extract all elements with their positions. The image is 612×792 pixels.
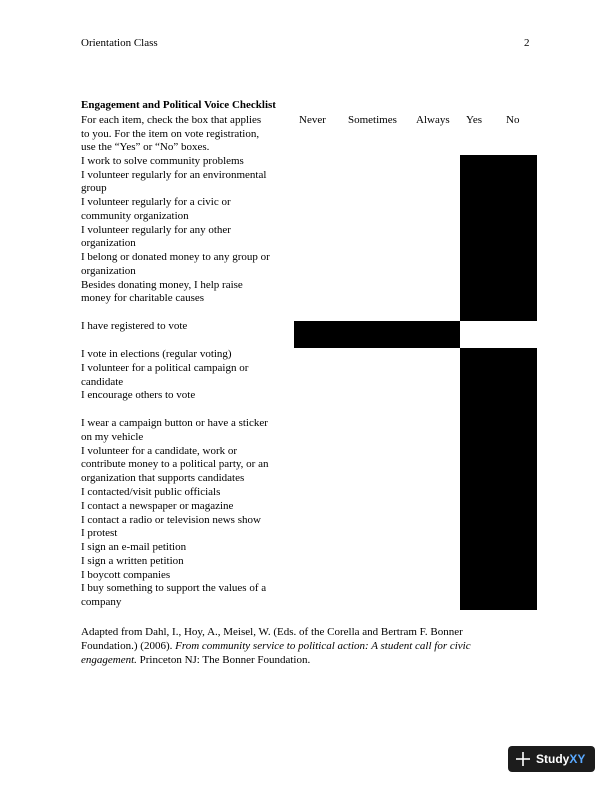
source-credit: Adapted from Dahl, I., Hoy, A., Meisel, W. (Eds. of the Corella and Bertram F. Bonner Foundation.) (2006). From community service to political action: A student call for civic engagement. Princeton NJ: The Bonner Foundation. (81, 626, 471, 666)
checklist-item: organization (81, 237, 136, 249)
checklist-item: I volunteer for a political campaign or (81, 362, 249, 374)
studyxy-badge[interactable] (508, 746, 595, 772)
checklist-item: I contact a newspaper or magazine (81, 500, 234, 512)
checklist-item: Besides donating money, I help raise (81, 279, 243, 291)
checklist-item: I volunteer regularly for an environmental (81, 169, 267, 181)
header-title: Orientation Class (81, 37, 158, 49)
checklist-item: I contacted/visit public officials (81, 486, 221, 498)
checklist-item: I volunteer for a candidate, work or (81, 445, 238, 457)
shaded-yes-no-block (460, 348, 537, 610)
checklist-item: I boycott companies (81, 569, 171, 581)
checklist-item: community organization (81, 210, 189, 222)
checklist-item: money for charitable causes (81, 292, 205, 304)
shaded-yes-no-block (460, 155, 537, 321)
checklist-item: I protest (81, 527, 118, 539)
checklist-item: company (81, 596, 122, 608)
checklist-item: I wear a campaign button or have a sticker (81, 417, 268, 429)
checklist-item: I volunteer regularly for any other (81, 224, 231, 236)
checklist-item: I contact a radio or television news show (81, 514, 261, 526)
shaded-frequency-block (294, 321, 460, 348)
column-always: Always (416, 114, 450, 126)
column-never: Never (299, 114, 326, 126)
plus-icon (514, 750, 532, 768)
checklist-item: I encourage others to vote (81, 389, 196, 401)
checklist-item: organization (81, 265, 136, 277)
checklist-item: I volunteer regularly for a civic or (81, 196, 231, 208)
checklist-item: I have registered to vote (81, 320, 188, 332)
checklist-item: on my vehicle (81, 431, 144, 443)
column-sometimes: Sometimes (348, 114, 397, 126)
checklist-item: I belong or donated money to any group or (81, 251, 270, 263)
checklist-item: I work to solve community problems (81, 155, 244, 167)
checklist-item: I buy something to support the values of a (81, 582, 267, 594)
column-yes: Yes (466, 114, 483, 126)
checklist-item: contribute money to a political party, or an (81, 458, 269, 470)
page-title: Engagement and Political Voice Checklist (81, 99, 276, 111)
instructions-line-2: to you. For the item on vote registration, (81, 128, 260, 140)
badge-label-prefix: Study (536, 752, 570, 766)
checklist-item: candidate (81, 376, 124, 388)
page-number: 2 (524, 37, 530, 49)
instructions-line-1: For each item, check the box that applies (81, 114, 262, 126)
checklist-item: I sign an e-mail petition (81, 541, 187, 553)
checklist-item: I sign a written petition (81, 555, 184, 567)
badge-label-suffix: XY (569, 752, 586, 766)
instructions-line-3: use the “Yes” or “No” boxes. (81, 141, 210, 153)
checklist-item: I vote in elections (regular voting) (81, 348, 232, 360)
checklist-item: group (81, 182, 107, 194)
checklist-item: organization that supports candidates (81, 472, 245, 484)
column-no: No (506, 114, 520, 126)
